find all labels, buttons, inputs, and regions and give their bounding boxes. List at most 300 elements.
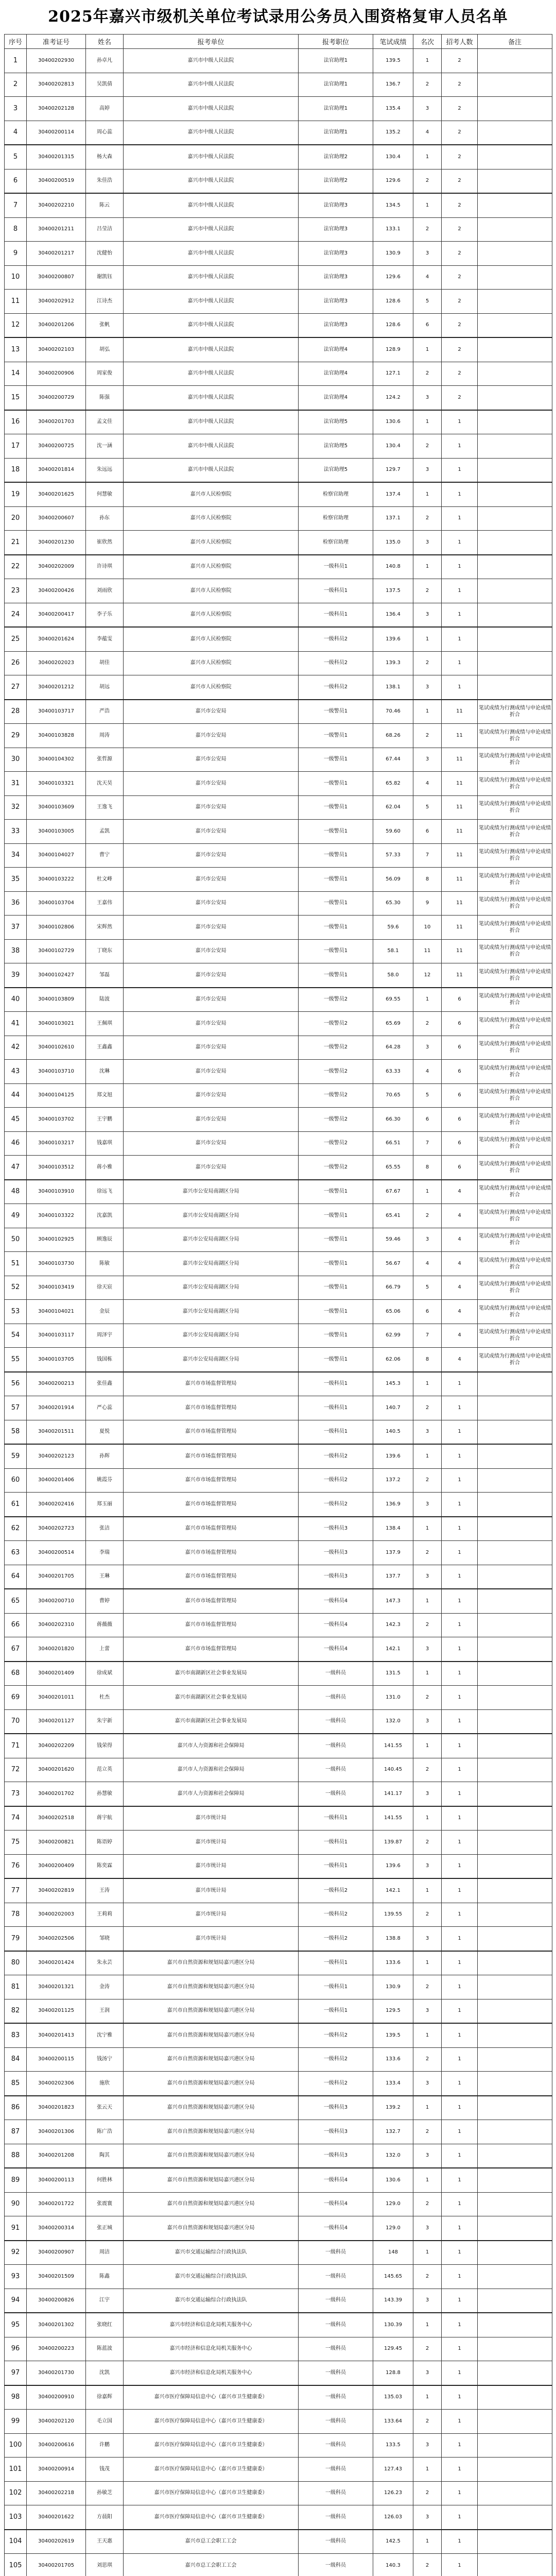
cell-quota: 2 — [442, 73, 478, 97]
cell-index: 45 — [5, 1108, 27, 1132]
cell-rank: 3 — [413, 1637, 442, 1662]
cell-rank: 8 — [413, 868, 442, 892]
cell-exam-number: 30400201409 — [27, 1662, 86, 1686]
cell-note — [478, 386, 552, 410]
cell-note — [478, 2168, 552, 2192]
cell-unit: 嘉兴市医疗保障局信息中心（嘉兴市卫生健康委） — [124, 2433, 299, 2458]
cell-note: 笔试成绩为行测成绩与申论成绩折合 — [478, 988, 552, 1012]
cell-note — [478, 675, 552, 700]
cell-index: 74 — [5, 1806, 27, 1831]
cell-score: 63.33 — [373, 1060, 413, 1084]
cell-note — [478, 1782, 552, 1806]
cell-index: 38 — [5, 939, 27, 963]
cell-name: 张哲源 — [86, 748, 124, 772]
cell-rank: 7 — [413, 1131, 442, 1156]
table-row — [5, 482, 552, 506]
cell-name: 金辰 — [86, 1300, 124, 1324]
cell-score: 148 — [373, 2241, 413, 2265]
cell-quota: 2 — [442, 265, 478, 290]
cell-score: 135.2 — [373, 121, 413, 145]
table-row — [5, 1927, 552, 1951]
cell-position: 一级科员 — [299, 2433, 373, 2458]
cell-exam-number: 30400201625 — [27, 482, 86, 506]
cell-quota: 1 — [442, 1758, 478, 1782]
cell-note: 笔试成绩为行测成绩与申论成绩折合 — [478, 724, 552, 748]
cell-note — [478, 1396, 552, 1420]
table-row — [5, 1108, 552, 1132]
cell-note — [478, 2241, 552, 2265]
cell-name: 孟文佳 — [86, 410, 124, 434]
cell-index: 105 — [5, 2554, 27, 2576]
table-row — [5, 1662, 552, 1686]
cell-unit: 嘉兴市市场监督管理局 — [124, 1541, 299, 1565]
cell-score: 137.2 — [373, 1468, 413, 1493]
cell-rank: 3 — [413, 458, 442, 482]
cell-position: 一级科员2 — [299, 1927, 373, 1951]
cell-unit: 嘉兴市公安局 — [124, 772, 299, 796]
cell-score: 59.60 — [373, 820, 413, 844]
cell-unit: 嘉兴市公安局 — [124, 1012, 299, 1036]
cell-rank: 4 — [413, 265, 442, 290]
table-row — [5, 49, 552, 73]
cell-position: 一级警员1 — [299, 1324, 373, 1348]
cell-quota: 6 — [442, 988, 478, 1012]
cell-name: 杜杰 — [86, 1686, 124, 1710]
cell-quota: 1 — [442, 2216, 478, 2241]
cell-position: 一级警员2 — [299, 1108, 373, 1132]
cell-index: 99 — [5, 2410, 27, 2434]
cell-position: 检察官助理 — [299, 482, 373, 506]
cell-unit: 嘉兴市交通运输综合行政执法队 — [124, 2241, 299, 2265]
cell-quota: 1 — [442, 603, 478, 627]
table-row — [5, 939, 552, 963]
cell-quota: 1 — [442, 2192, 478, 2216]
cell-exam-number: 30400102925 — [27, 1228, 86, 1252]
cell-name: 江宇 — [86, 2289, 124, 2313]
cell-quota: 11 — [442, 916, 478, 940]
cell-quota: 1 — [442, 1468, 478, 1493]
table-row — [5, 675, 552, 700]
table-row — [5, 290, 552, 314]
cell-exam-number: 30400201511 — [27, 1420, 86, 1444]
cell-name: 陈强 — [86, 386, 124, 410]
cell-index: 76 — [5, 1854, 27, 1878]
cell-name: 徐嘉辉 — [86, 2385, 124, 2410]
cell-score: 65.82 — [373, 772, 413, 796]
cell-rank: 1 — [413, 49, 442, 73]
cell-quota: 1 — [442, 2023, 478, 2047]
cell-name: 沈凯 — [86, 2361, 124, 2385]
cell-unit: 嘉兴市统计局 — [124, 1927, 299, 1951]
table-row — [5, 313, 552, 337]
cell-index: 80 — [5, 1951, 27, 1975]
cell-position: 一级科员 — [299, 1686, 373, 1710]
cell-note — [478, 1758, 552, 1782]
cell-quota: 1 — [442, 2505, 478, 2530]
table-row — [5, 1613, 552, 1637]
cell-rank: 1 — [413, 2385, 442, 2410]
cell-unit: 嘉兴市中级人民法院 — [124, 290, 299, 314]
cell-name: 刘思琪 — [86, 2554, 124, 2576]
cell-position: 一级警员2 — [299, 1012, 373, 1036]
cell-index: 31 — [5, 772, 27, 796]
cell-exam-number: 30400200417 — [27, 603, 86, 627]
cell-index: 87 — [5, 2120, 27, 2144]
cell-name: 王宇鹏 — [86, 1108, 124, 1132]
cell-name: 孙敏芝 — [86, 2481, 124, 2505]
cell-position: 一级科员 — [299, 1662, 373, 1686]
cell-name: 郑文旭 — [86, 1083, 124, 1108]
cell-exam-number: 30400200906 — [27, 362, 86, 386]
table-row — [5, 1156, 552, 1180]
cell-rank: 1 — [413, 988, 442, 1012]
cell-index: 18 — [5, 458, 27, 482]
cell-note: 笔试成绩为行测成绩与申论成绩折合 — [478, 748, 552, 772]
cell-rank: 4 — [413, 772, 442, 796]
cell-position: 一级科员3 — [299, 1541, 373, 1565]
cell-rank: 1 — [413, 1734, 442, 1758]
cell-name: 许诗琪 — [86, 555, 124, 579]
cell-unit: 嘉兴市人民检察院 — [124, 603, 299, 627]
cell-position: 一级科员4 — [299, 2216, 373, 2241]
cell-note — [478, 2361, 552, 2385]
cell-unit: 嘉兴市中级人民法院 — [124, 265, 299, 290]
cell-quota: 6 — [442, 1060, 478, 1084]
cell-index: 19 — [5, 482, 27, 506]
cell-name: 孙慧敏 — [86, 1782, 124, 1806]
cell-unit: 嘉兴市市场监督管理局 — [124, 1372, 299, 1396]
cell-exam-number: 30400202912 — [27, 290, 86, 314]
cell-position: 一级科员 — [299, 2265, 373, 2289]
cell-name: 蒋宇航 — [86, 1806, 124, 1831]
table-row — [5, 1565, 552, 1589]
cell-name: 王天惠 — [86, 2530, 124, 2554]
cell-exam-number: 30400202416 — [27, 1493, 86, 1517]
table-row — [5, 916, 552, 940]
cell-index: 81 — [5, 1975, 27, 1999]
cell-position: 法官助理1 — [299, 97, 373, 121]
cell-quota: 1 — [442, 627, 478, 651]
cell-rank: 3 — [413, 1036, 442, 1060]
cell-quota: 1 — [442, 1831, 478, 1855]
cell-rank: 1 — [413, 2530, 442, 2554]
cell-score: 129.7 — [373, 458, 413, 482]
cell-position: 一级科员1 — [299, 1420, 373, 1444]
cell-unit: 嘉兴市公安局 — [124, 1083, 299, 1108]
cell-note — [478, 169, 552, 193]
cell-name: 孙卓凡 — [86, 49, 124, 73]
cell-rank: 1 — [413, 627, 442, 651]
cell-index: 88 — [5, 2144, 27, 2168]
cell-name: 王鑫鑫 — [86, 1036, 124, 1060]
cell-note — [478, 2410, 552, 2434]
cell-quota: 11 — [442, 868, 478, 892]
table-row — [5, 1758, 552, 1782]
cell-note — [478, 2047, 552, 2072]
cell-quota: 11 — [442, 795, 478, 820]
cell-unit: 嘉兴市自然资源和规划局嘉兴港区分局 — [124, 1951, 299, 1975]
cell-quota: 2 — [442, 217, 478, 242]
cell-note — [478, 2023, 552, 2047]
cell-index: 93 — [5, 2265, 27, 2289]
cell-score: 129.0 — [373, 2216, 413, 2241]
cell-position: 法官助理4 — [299, 386, 373, 410]
cell-quota: 2 — [442, 386, 478, 410]
cell-note — [478, 337, 552, 362]
cell-index: 26 — [5, 651, 27, 675]
cell-rank: 2 — [413, 2120, 442, 2144]
cell-score: 130.9 — [373, 242, 413, 266]
cell-position: 一级科员2 — [299, 1903, 373, 1927]
cell-exam-number: 30400201703 — [27, 410, 86, 434]
table-row — [5, 242, 552, 266]
cell-exam-number: 30400201212 — [27, 675, 86, 700]
cell-index: 7 — [5, 193, 27, 217]
cell-note: 笔试成绩为行测成绩与申论成绩折合 — [478, 1324, 552, 1348]
cell-score: 126.03 — [373, 2505, 413, 2530]
cell-name: 徐成斌 — [86, 1662, 124, 1686]
cell-quota: 2 — [442, 362, 478, 386]
cell-name: 陈奕霖 — [86, 1854, 124, 1878]
cell-quota: 6 — [442, 1083, 478, 1108]
cell-rank: 1 — [413, 193, 442, 217]
table-row — [5, 2216, 552, 2241]
cell-index: 69 — [5, 1686, 27, 1710]
cell-name: 朱宇新 — [86, 1709, 124, 1734]
cell-note — [478, 1662, 552, 1686]
table-row — [5, 1806, 552, 1831]
cell-quota: 11 — [442, 748, 478, 772]
cell-rank: 1 — [413, 1806, 442, 1831]
cell-rank: 3 — [413, 1565, 442, 1589]
cell-note: 笔试成绩为行测成绩与申论成绩折合 — [478, 1348, 552, 1372]
cell-rank: 3 — [413, 1420, 442, 1444]
cell-unit: 嘉兴市公安局南湖区分局 — [124, 1276, 299, 1300]
cell-note — [478, 410, 552, 434]
cell-score: 133.4 — [373, 2072, 413, 2096]
cell-exam-number: 30400200514 — [27, 1541, 86, 1565]
cell-note: 笔试成绩为行测成绩与申论成绩折合 — [478, 1252, 552, 1276]
cell-index: 79 — [5, 1927, 27, 1951]
cell-rank: 2 — [413, 2047, 442, 2072]
cell-score: 140.7 — [373, 1396, 413, 1420]
cell-exam-number: 30400102729 — [27, 939, 86, 963]
cell-note — [478, 1975, 552, 1999]
cell-note — [478, 1565, 552, 1589]
cell-exam-number: 30400200223 — [27, 2337, 86, 2361]
cell-exam-number: 30400200115 — [27, 2047, 86, 2072]
cell-quota: 4 — [442, 1228, 478, 1252]
cell-rank: 3 — [413, 1999, 442, 2023]
cell-index: 39 — [5, 963, 27, 988]
cell-unit: 嘉兴市市场监督管理局 — [124, 1468, 299, 1493]
cell-note — [478, 193, 552, 217]
cell-score: 130.6 — [373, 410, 413, 434]
cell-quota: 1 — [442, 1372, 478, 1396]
cell-note — [478, 1517, 552, 1541]
cell-quota: 11 — [442, 939, 478, 963]
cell-rank: 5 — [413, 1276, 442, 1300]
cell-name: 江诗杰 — [86, 290, 124, 314]
cell-unit: 嘉兴市公安局 — [124, 988, 299, 1012]
cell-index: 65 — [5, 1589, 27, 1613]
cell-exam-number: 30400102610 — [27, 1036, 86, 1060]
table-row — [5, 73, 552, 97]
cell-score: 129.0 — [373, 2192, 413, 2216]
cell-position: 一级警员1 — [299, 868, 373, 892]
cell-note — [478, 1493, 552, 1517]
cell-note — [478, 603, 552, 627]
cell-position: 一级科员1 — [299, 1372, 373, 1396]
cell-unit: 嘉兴市中级人民法院 — [124, 145, 299, 169]
cell-name: 朱佳浩 — [86, 169, 124, 193]
cell-score: 142.3 — [373, 1613, 413, 1637]
cell-exam-number: 30400202306 — [27, 2072, 86, 2096]
cell-note — [478, 97, 552, 121]
cell-unit: 嘉兴市公安局南湖区分局 — [124, 1228, 299, 1252]
cell-unit: 嘉兴市公安局 — [124, 795, 299, 820]
cell-unit: 嘉兴市医疗保障局信息中心（嘉兴市卫生健康委） — [124, 2385, 299, 2410]
cell-position: 法官助理3 — [299, 313, 373, 337]
cell-exam-number: 30400104021 — [27, 1300, 86, 1324]
cell-score: 143.39 — [373, 2289, 413, 2313]
table-row — [5, 1951, 552, 1975]
cell-rank: 2 — [413, 1686, 442, 1710]
cell-quota: 2 — [442, 337, 478, 362]
cell-score: 140.3 — [373, 2554, 413, 2576]
cell-score: 147.3 — [373, 1589, 413, 1613]
cell-unit: 嘉兴市中级人民法院 — [124, 313, 299, 337]
cell-index: 14 — [5, 362, 27, 386]
cell-unit: 嘉兴市总工会职工工会 — [124, 2554, 299, 2576]
cell-quota: 6 — [442, 1012, 478, 1036]
cell-score: 145.65 — [373, 2265, 413, 2289]
cell-exam-number: 30400202120 — [27, 2410, 86, 2434]
cell-note — [478, 1686, 552, 1710]
cell-position: 一级警员1 — [299, 724, 373, 748]
cell-rank: 2 — [413, 169, 442, 193]
cell-position: 检察官助理 — [299, 531, 373, 555]
cell-index: 29 — [5, 724, 27, 748]
cell-exam-number: 30400201620 — [27, 1758, 86, 1782]
candidate-table — [4, 34, 552, 2576]
cell-name: 王润 — [86, 1999, 124, 2023]
cell-index: 51 — [5, 1252, 27, 1276]
cell-name: 何胜林 — [86, 2168, 124, 2192]
cell-unit: 嘉兴市经济和信息化局机关服务中心 — [124, 2337, 299, 2361]
cell-quota: 1 — [442, 2481, 478, 2505]
cell-position: 一级科员3 — [299, 2096, 373, 2120]
cell-quota: 1 — [442, 675, 478, 700]
cell-position: 一级警员2 — [299, 988, 373, 1012]
cell-score: 70.65 — [373, 1083, 413, 1108]
cell-quota: 4 — [442, 1204, 478, 1228]
cell-rank: 2 — [413, 2192, 442, 2216]
cell-name: 宋辉然 — [86, 916, 124, 940]
cell-unit: 嘉兴市自然资源和规划局嘉兴港区分局 — [124, 2120, 299, 2144]
cell-exam-number: 30400201509 — [27, 2265, 86, 2289]
cell-index: 56 — [5, 1372, 27, 1396]
cell-position: 一级科员 — [299, 1709, 373, 1734]
cell-unit: 嘉兴市公安局 — [124, 843, 299, 868]
cell-index: 1 — [5, 49, 27, 73]
cell-score: 139.5 — [373, 2023, 413, 2047]
cell-exam-number: 30400103005 — [27, 820, 86, 844]
cell-exam-number: 30400102427 — [27, 963, 86, 988]
cell-rank: 2 — [413, 1831, 442, 1855]
cell-name: 王琳 — [86, 1565, 124, 1589]
cell-unit: 嘉兴市交通运输综合行政执法队 — [124, 2265, 299, 2289]
cell-quota: 2 — [442, 145, 478, 169]
cell-quota: 1 — [442, 2410, 478, 2434]
table-row — [5, 1878, 552, 1903]
cell-position: 一级科员1 — [299, 603, 373, 627]
cell-rank: 2 — [413, 217, 442, 242]
cell-note — [478, 313, 552, 337]
cell-unit: 嘉兴市公安局 — [124, 1156, 299, 1180]
cell-rank: 1 — [413, 482, 442, 506]
cell-unit: 嘉兴市中级人民法院 — [124, 362, 299, 386]
cell-score: 142.5 — [373, 2530, 413, 2554]
cell-unit: 嘉兴市公安局 — [124, 963, 299, 988]
cell-rank: 2 — [413, 1204, 442, 1228]
cell-score: 133.64 — [373, 2410, 413, 2434]
cell-unit: 嘉兴市市场监督管理局 — [124, 1637, 299, 1662]
cell-score: 142.1 — [373, 1637, 413, 1662]
cell-position: 一级科员 — [299, 2361, 373, 2385]
cell-index: 55 — [5, 1348, 27, 1372]
cell-position: 一级科员2 — [299, 2023, 373, 2047]
cell-note — [478, 434, 552, 459]
cell-quota: 1 — [442, 1709, 478, 1734]
cell-exam-number: 30400201730 — [27, 2361, 86, 2385]
cell-position: 一级科员 — [299, 2530, 373, 2554]
cell-quota: 1 — [442, 2361, 478, 2385]
cell-unit: 嘉兴市公安局 — [124, 868, 299, 892]
cell-unit: 嘉兴市公安局 — [124, 1060, 299, 1084]
table-row — [5, 531, 552, 555]
cell-name: 丁晓东 — [86, 939, 124, 963]
cell-name: 王逸飞 — [86, 795, 124, 820]
cell-position: 法官助理5 — [299, 410, 373, 434]
cell-rank: 3 — [413, 2505, 442, 2530]
cell-rank: 3 — [413, 2216, 442, 2241]
cell-unit: 嘉兴市医疗保障局信息中心（嘉兴市卫生健康委） — [124, 2481, 299, 2505]
cell-unit: 嘉兴市自然资源和规划局嘉兴港区分局 — [124, 2072, 299, 2096]
cell-name: 钱嘉琪 — [86, 1131, 124, 1156]
table-row — [5, 868, 552, 892]
cell-name: 张帆 — [86, 313, 124, 337]
cell-note: 笔试成绩为行测成绩与申论成绩折合 — [478, 1060, 552, 1084]
cell-exam-number: 30400103117 — [27, 1324, 86, 1348]
cell-score: 129.6 — [373, 265, 413, 290]
cell-score: 65.06 — [373, 1300, 413, 1324]
cell-unit: 嘉兴市总工会职工工会 — [124, 2530, 299, 2554]
cell-note: 笔试成绩为行测成绩与申论成绩折合 — [478, 1276, 552, 1300]
cell-unit: 嘉兴市人民检察院 — [124, 482, 299, 506]
cell-rank: 3 — [413, 2433, 442, 2458]
cell-score: 137.1 — [373, 506, 413, 531]
cell-exam-number: 30400103222 — [27, 868, 86, 892]
cell-name: 杜文峰 — [86, 868, 124, 892]
cell-unit: 嘉兴市中级人民法院 — [124, 169, 299, 193]
cell-score: 136.9 — [373, 1493, 413, 1517]
table-row — [5, 193, 552, 217]
header-exam-number: 准考证号 — [27, 35, 86, 49]
table-row — [5, 410, 552, 434]
table-row — [5, 891, 552, 916]
cell-quota: 1 — [442, 1951, 478, 1975]
